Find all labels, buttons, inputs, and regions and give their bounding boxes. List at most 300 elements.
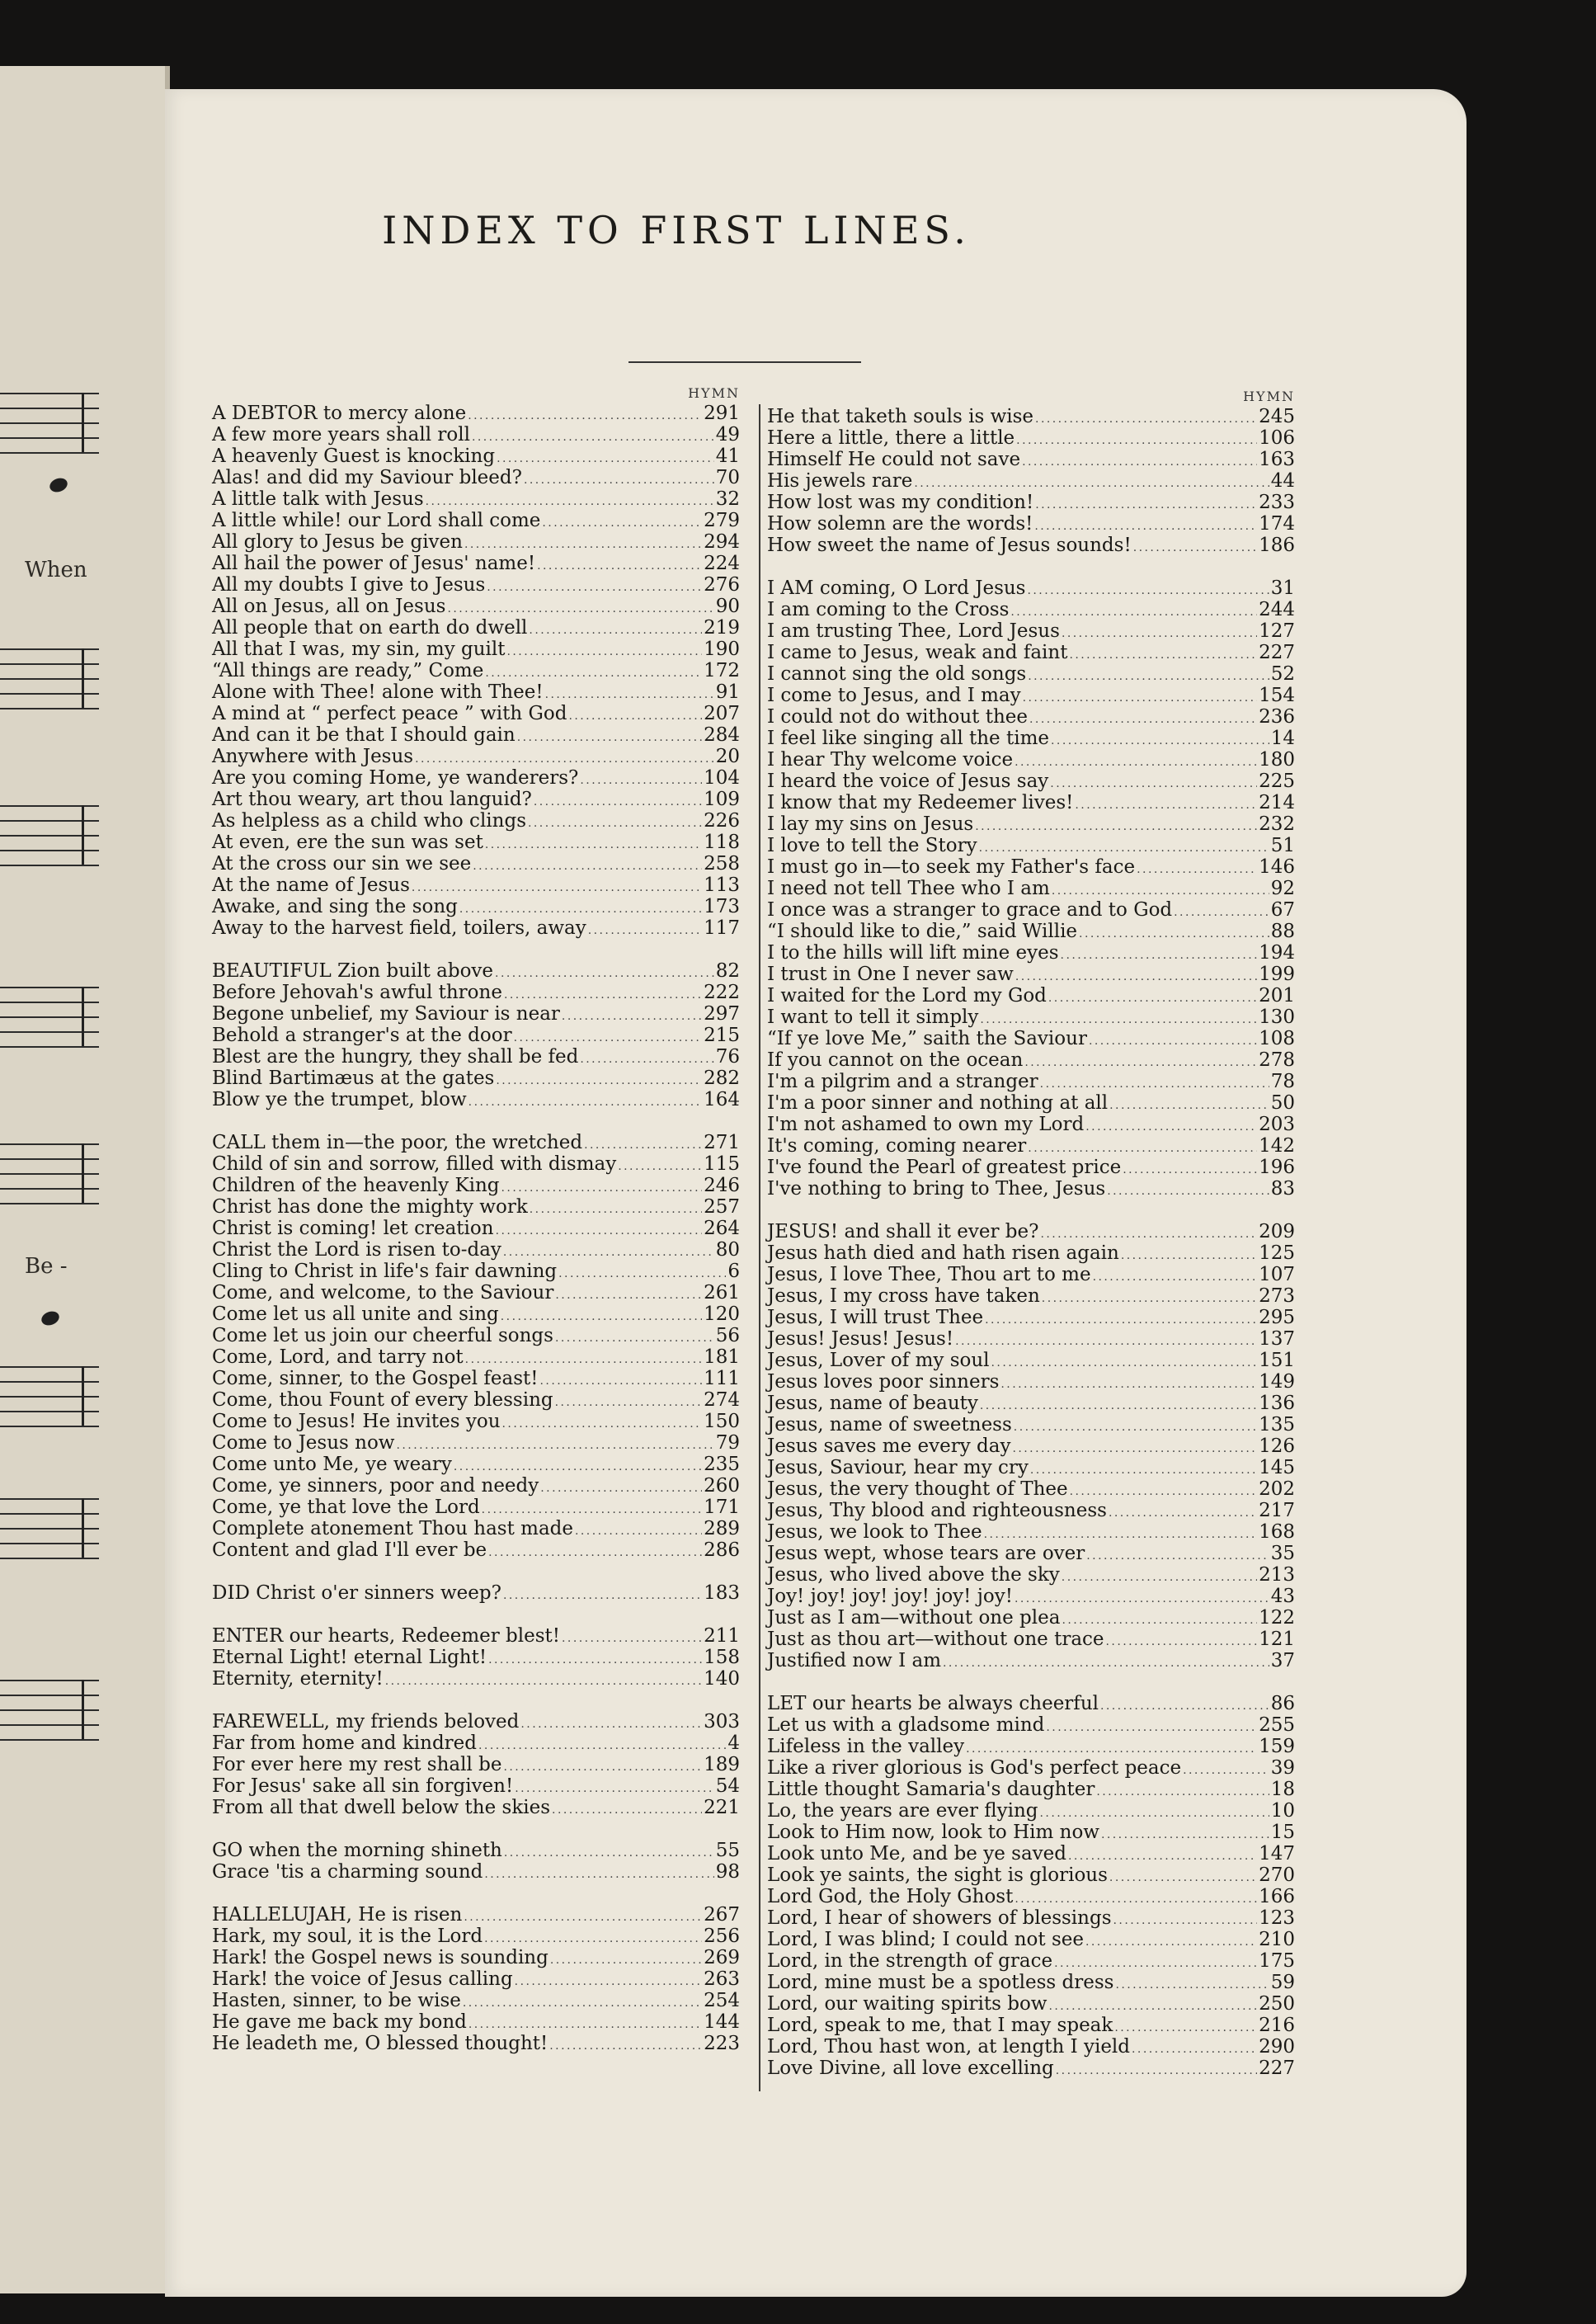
- hymn-number: 51: [1270, 835, 1295, 856]
- first-line: Lo, the years are ever flying: [767, 1800, 1038, 1822]
- lyric-text: When: [25, 558, 87, 582]
- first-line: Blest are the hungry, they shall be fed: [212, 1046, 579, 1068]
- dot-leader: [1062, 620, 1257, 644]
- hymn-number: 227: [1259, 642, 1295, 663]
- dot-leader: [1096, 1779, 1269, 1803]
- first-line: “If ye love Me,” saith the Saviour: [767, 1028, 1087, 1049]
- hymn-number: 122: [1259, 1607, 1295, 1629]
- hymn-number: 190: [704, 639, 740, 660]
- hymn-number: 226: [704, 810, 740, 832]
- first-line: Hark, my soul, it is the Lord: [212, 1926, 483, 1947]
- hymn-number: 255: [1259, 1714, 1295, 1736]
- dot-leader: [1028, 577, 1269, 601]
- index-entry: [767, 1907, 1295, 1929]
- dot-leader: [618, 1153, 702, 1177]
- index-entry: [767, 1822, 1295, 1843]
- index-entry: [212, 574, 740, 596]
- dot-leader: [568, 703, 702, 727]
- index-entry: [767, 706, 1295, 728]
- dot-leader: [985, 1307, 1257, 1331]
- hymn-number: 130: [1259, 1006, 1295, 1028]
- hymn-number: 219: [704, 617, 740, 639]
- hymn-number: 32: [715, 488, 740, 510]
- first-line: Lord, I hear of showers of blessings: [767, 1907, 1112, 1929]
- first-line: Jesus, name of sweetness: [767, 1414, 1012, 1435]
- first-line: At the cross our sin we see: [212, 853, 472, 874]
- index-entry: [767, 2036, 1295, 2058]
- dot-leader: [464, 531, 702, 555]
- hymn-number: 269: [704, 1947, 740, 1968]
- hymn-number: 82: [715, 960, 740, 982]
- index-entry: [767, 1393, 1295, 1414]
- dot-leader: [966, 1736, 1257, 1760]
- hymn-number: 140: [704, 1668, 740, 1690]
- dot-leader: [503, 1582, 702, 1606]
- hymn-number: 291: [704, 403, 740, 424]
- index-entry: [212, 917, 740, 939]
- hymn-number: 127: [1259, 620, 1295, 642]
- first-line: I lay my sins on Jesus: [767, 813, 974, 835]
- first-line: Lord, speak to me, that I may speak: [767, 2015, 1113, 2036]
- hymn-number: 54: [715, 1775, 740, 1797]
- first-line: Far from home and kindred: [212, 1732, 478, 1754]
- hymn-number: 244: [1259, 599, 1295, 620]
- dot-leader: [1115, 1972, 1269, 1996]
- dot-leader: [503, 1239, 714, 1263]
- first-line: Look to Him now, look to Him now: [767, 1822, 1099, 1843]
- first-line: Just as I am—without one plea: [767, 1607, 1061, 1629]
- dot-leader: [562, 1003, 702, 1027]
- dot-leader: [1070, 1478, 1257, 1502]
- index-entry: [212, 1389, 740, 1411]
- dot-leader: [1028, 1135, 1257, 1159]
- dot-leader: [1015, 1586, 1269, 1610]
- title-rule: [629, 361, 861, 363]
- index-entry: [767, 792, 1295, 813]
- dot-leader: [1014, 1414, 1257, 1438]
- first-line: JESUS! and shall it ever be?: [767, 1221, 1039, 1242]
- index-entry: [212, 960, 740, 982]
- first-line: Come, and welcome, to the Saviour: [212, 1282, 554, 1303]
- index-entry: [212, 1368, 740, 1389]
- dot-leader: [1061, 942, 1258, 966]
- index-entry: [212, 1003, 740, 1025]
- first-line: Alas! and did my Saviour bleed?: [212, 467, 522, 488]
- index-entry: [767, 749, 1295, 771]
- first-line: Jesus, we look to Thee: [767, 1521, 982, 1543]
- hymn-number: 245: [1259, 406, 1295, 427]
- hymn-number: 264: [704, 1218, 740, 1239]
- hymn-number: 18: [1270, 1779, 1295, 1800]
- first-line: His jewels rare: [767, 470, 913, 492]
- first-line: I'm not ashamed to own my Lord: [767, 1114, 1085, 1135]
- hymn-number: 144: [704, 2011, 740, 2033]
- first-line: Come, ye that love the Lord: [212, 1497, 480, 1518]
- first-line: Lord, in the strength of grace: [767, 1950, 1053, 1972]
- first-line: Little thought Samaria's daughter: [767, 1779, 1095, 1800]
- hymn-number: 106: [1259, 427, 1295, 449]
- hymn-number: 224: [704, 553, 740, 574]
- hymn-number: 56: [715, 1325, 740, 1346]
- index-entry: [767, 642, 1295, 663]
- hymn-number: 166: [1259, 1886, 1295, 1907]
- dot-leader: [515, 1968, 702, 1992]
- index-entry: [212, 724, 740, 746]
- dot-leader: [529, 617, 702, 641]
- first-line: Art thou weary, art thou languid?: [212, 789, 532, 810]
- first-line: Child of sin and sorrow, filled with dismay: [212, 1153, 617, 1175]
- group-spacer: [212, 1110, 740, 1132]
- first-line: I am trusting Thee, Lord Jesus: [767, 620, 1060, 642]
- hymn-number: 210: [1259, 1929, 1295, 1950]
- dot-leader: [1034, 513, 1257, 537]
- hymn-number: 137: [1259, 1328, 1295, 1350]
- dot-leader: [484, 1861, 713, 1885]
- index-entry: [767, 1435, 1295, 1457]
- dot-leader: [485, 660, 702, 684]
- hymn-number: 150: [704, 1411, 740, 1432]
- dot-leader: [464, 1904, 702, 1928]
- hymn-number: 147: [1259, 1843, 1295, 1864]
- music-staff: [0, 792, 99, 866]
- dot-leader: [385, 1668, 702, 1692]
- index-entry: [767, 964, 1295, 985]
- index-entry: [212, 1539, 740, 1561]
- index-entry: [212, 1732, 740, 1754]
- hymn-number: 236: [1259, 706, 1295, 728]
- first-line: He gave me back my bond: [212, 2011, 467, 2033]
- index-entry: [212, 1411, 740, 1432]
- index-entry: [212, 853, 740, 874]
- hymn-number: 92: [1270, 878, 1295, 899]
- index-entry: [212, 1196, 740, 1218]
- index-entry: [767, 1714, 1295, 1736]
- first-line: Before Jehovah's awful throne: [212, 982, 502, 1003]
- first-line: If you cannot on the ocean: [767, 1049, 1024, 1071]
- first-line: Look ye saints, the sight is glorious: [767, 1864, 1108, 1886]
- hymn-number: 278: [1259, 1049, 1295, 1071]
- first-line: Eternity, eternity!: [212, 1668, 384, 1690]
- first-line: He that taketh souls is wise: [767, 406, 1034, 427]
- hymn-number: 211: [704, 1625, 740, 1647]
- index-entry: [212, 1475, 740, 1497]
- hymn-number: 145: [1259, 1457, 1295, 1478]
- hymn-number: 14: [1270, 728, 1295, 749]
- dot-leader: [1040, 1800, 1269, 1824]
- hymn-number: 173: [704, 896, 740, 917]
- index-entry: [767, 1114, 1295, 1135]
- dot-leader: [465, 1346, 702, 1370]
- dot-leader: [459, 896, 702, 920]
- first-line: Come, ye sinners, poor and needy: [212, 1475, 539, 1497]
- index-entry: [212, 1625, 740, 1647]
- first-line: Jesus saves me every day: [767, 1435, 1011, 1457]
- hymn-number: 149: [1259, 1371, 1295, 1393]
- index-entry: [767, 1242, 1295, 1264]
- first-line: I trust in One I never saw: [767, 964, 1014, 985]
- first-line: I love to tell the Story: [767, 835, 977, 856]
- dot-leader: [468, 2011, 702, 2035]
- first-line: Lord, our waiting spirits bow: [767, 1993, 1048, 2015]
- index-entry: [767, 1092, 1295, 1114]
- music-staff: [0, 1485, 99, 1559]
- dot-leader: [1062, 1564, 1257, 1588]
- index-entry: [212, 1089, 740, 1110]
- first-line: Complete atonement Thou hast made: [212, 1518, 573, 1539]
- first-line: “I should like to die,” said Willie: [767, 921, 1078, 942]
- hymn-number: 273: [1259, 1285, 1295, 1307]
- dot-leader: [542, 510, 702, 534]
- dot-leader: [1029, 706, 1257, 730]
- hymn-number: 227: [1259, 2058, 1295, 2079]
- hymn-number: 233: [1259, 492, 1295, 513]
- dot-leader: [955, 1328, 1257, 1352]
- index-entry: [212, 767, 740, 789]
- dot-leader: [914, 470, 1269, 494]
- dot-leader: [1015, 964, 1257, 988]
- dot-leader: [980, 1006, 1257, 1030]
- first-line: Jesus, I love Thee, Thou art to me: [767, 1264, 1091, 1285]
- dot-leader: [501, 1175, 703, 1199]
- index-entry: [767, 1864, 1295, 1886]
- first-line: Come to Jesus! He invites you: [212, 1411, 501, 1432]
- dot-leader: [1101, 1822, 1269, 1846]
- index-entry: [767, 470, 1295, 492]
- index-entry: [767, 835, 1295, 856]
- index-entry: [212, 1025, 740, 1046]
- dot-leader: [555, 1325, 714, 1349]
- dot-leader: [496, 1068, 702, 1091]
- dot-leader: [1012, 1435, 1257, 1459]
- index-entry: [212, 1261, 740, 1282]
- index-entry: [212, 1175, 740, 1196]
- hymn-number: 52: [1270, 663, 1295, 685]
- index-entry: [212, 1346, 740, 1368]
- hymn-number: 199: [1259, 964, 1295, 985]
- dot-leader: [1174, 899, 1269, 923]
- dot-leader: [1023, 685, 1257, 709]
- index-entry: [767, 1307, 1295, 1328]
- first-line: I to the hills will lift mine eyes: [767, 942, 1059, 964]
- index-entry: [212, 1432, 740, 1454]
- index-entry: [767, 1607, 1295, 1629]
- dot-leader: [980, 1393, 1257, 1417]
- index-entry: [767, 577, 1295, 599]
- dot-leader: [580, 767, 702, 791]
- first-line: I want to tell it simply: [767, 1006, 979, 1028]
- hymn-number: 203: [1259, 1114, 1295, 1135]
- dot-leader: [580, 1046, 713, 1070]
- hymn-number: 37: [1270, 1650, 1295, 1671]
- index-entry: [212, 703, 740, 724]
- dot-leader: [555, 1389, 702, 1413]
- first-line: FAREWELL, my friends beloved: [212, 1711, 520, 1732]
- dot-leader: [1132, 2036, 1257, 2060]
- index-entry: [212, 1282, 740, 1303]
- hymn-number: 142: [1259, 1135, 1295, 1157]
- index-entry: [767, 1779, 1295, 1800]
- dot-leader: [1054, 1950, 1257, 1974]
- dot-leader: [1052, 878, 1269, 902]
- index-entry: [767, 878, 1295, 899]
- first-line: Hark! the Gospel news is sounding: [212, 1947, 548, 1968]
- dot-leader: [517, 724, 702, 748]
- index-entry: [767, 1693, 1295, 1714]
- dot-leader: [507, 639, 703, 662]
- dot-leader: [555, 1282, 702, 1306]
- hymn-column-header: HYMN: [688, 385, 740, 401]
- dot-leader: [1050, 771, 1257, 794]
- index-entry: [767, 449, 1295, 470]
- first-line: Awake, and sing the song: [212, 896, 458, 917]
- index-entry: [767, 1178, 1295, 1200]
- dot-leader: [588, 917, 702, 941]
- dot-leader: [1022, 449, 1257, 473]
- hymn-number: 125: [1259, 1242, 1295, 1264]
- facing-music-page: [0, 66, 170, 2293]
- index-entry: [767, 856, 1295, 878]
- index-entry: [767, 1071, 1295, 1092]
- hymn-number: 257: [704, 1196, 740, 1218]
- music-staff: [0, 1666, 99, 1741]
- dot-leader: [502, 1411, 703, 1435]
- dot-leader: [1016, 427, 1257, 451]
- dot-leader: [1048, 985, 1257, 1009]
- hymn-number: 261: [704, 1282, 740, 1303]
- hymn-number: 108: [1259, 1028, 1295, 1049]
- dot-leader: [412, 874, 702, 898]
- dot-leader: [537, 553, 702, 577]
- hymn-number: 136: [1259, 1393, 1295, 1414]
- first-line: Jesus, Saviour, hear my cry: [767, 1457, 1029, 1478]
- first-line: Jesus, Lover of my soul: [767, 1350, 990, 1371]
- index-entry: [767, 899, 1295, 921]
- first-line: He leadeth me, O blessed thought!: [212, 2033, 548, 2054]
- hymn-number: 146: [1259, 856, 1295, 878]
- first-line: How solemn are the words!: [767, 513, 1033, 535]
- hymn-number: 44: [1270, 470, 1295, 492]
- hymn-number: 91: [715, 681, 740, 703]
- dot-leader: [1024, 1049, 1257, 1073]
- dot-leader: [1040, 1071, 1269, 1095]
- index-entry: [767, 1757, 1295, 1779]
- dot-leader: [447, 596, 713, 620]
- first-line: ENTER our hearts, Redeemer blest!: [212, 1625, 561, 1647]
- first-line: All on Jesus, all on Jesus: [212, 596, 446, 617]
- hymn-number: 31: [1270, 577, 1295, 599]
- index-entry: [767, 942, 1295, 964]
- group-spacer: [767, 556, 1295, 577]
- first-line: Like a river glorious is God's perfect peace: [767, 1757, 1182, 1779]
- first-line: Come, thou Fount of every blessing: [212, 1389, 553, 1411]
- index-entry: [212, 660, 740, 681]
- first-line: I AM coming, O Lord Jesus: [767, 577, 1026, 599]
- first-line: GO when the morning shineth: [212, 1840, 502, 1861]
- hymn-number: 295: [1259, 1307, 1295, 1328]
- first-line: I must go in—to seek my Father's face: [767, 856, 1136, 878]
- dot-leader: [1015, 1886, 1257, 1910]
- hymn-number: 41: [715, 445, 740, 467]
- first-line: Here a little, there a little: [767, 427, 1015, 449]
- first-line: All that I was, my sin, my guilt: [212, 639, 506, 660]
- music-staff: [0, 379, 99, 454]
- dot-leader: [515, 1775, 713, 1799]
- hymn-number: 286: [704, 1539, 740, 1561]
- dot-leader: [1068, 1843, 1257, 1867]
- index-entry: [767, 1586, 1295, 1607]
- index-entry: [767, 1457, 1295, 1478]
- dot-leader: [552, 1797, 702, 1821]
- dot-leader: [584, 1132, 702, 1156]
- first-line: Lord, mine must be a spotless dress: [767, 1972, 1114, 1993]
- index-entry: [212, 1153, 740, 1175]
- first-line: All people that on earth do dwell: [212, 617, 528, 639]
- index-entry: [767, 1285, 1295, 1307]
- hymn-number: 260: [704, 1475, 740, 1497]
- first-line: Look unto Me, and be ye saved: [767, 1843, 1066, 1864]
- left-index-column: [212, 384, 740, 2054]
- hymn-number: 222: [704, 982, 740, 1003]
- hymn-number: 4: [727, 1732, 740, 1754]
- hymn-number: 113: [704, 874, 740, 896]
- hymn-number: 168: [1259, 1521, 1295, 1543]
- first-line: Jesus, who lived above the sky: [767, 1564, 1060, 1586]
- index-entry: [767, 1843, 1295, 1864]
- index-entry: [212, 1904, 740, 1926]
- hymn-number: 151: [1259, 1350, 1295, 1371]
- index-entry: [767, 1371, 1295, 1393]
- hymn-number: 196: [1259, 1157, 1295, 1178]
- index-entry: [767, 663, 1295, 685]
- hymn-number: 221: [704, 1797, 740, 1818]
- hymn-number: 303: [704, 1711, 740, 1732]
- dot-leader: [1056, 2058, 1257, 2081]
- hymn-number: 121: [1259, 1629, 1295, 1650]
- index-entry: [767, 406, 1295, 427]
- hymn-number: 86: [1270, 1693, 1295, 1714]
- hymn-number: 10: [1270, 1800, 1295, 1822]
- first-line: Jesus, I will trust Thee: [767, 1307, 984, 1328]
- hymn-number: 284: [704, 724, 740, 746]
- dot-leader: [503, 1754, 702, 1778]
- index-entry: [212, 681, 740, 703]
- first-line: Jesus loves poor sinners: [767, 1371, 1000, 1393]
- dot-leader: [550, 1947, 702, 1971]
- hymn-number: 50: [1270, 1092, 1295, 1114]
- first-line: Justified now I am: [767, 1650, 941, 1671]
- first-line: Begone unbelief, my Saviour is near: [212, 1003, 560, 1025]
- dot-leader: [562, 1625, 702, 1649]
- hymn-number: 207: [704, 703, 740, 724]
- first-line: At the name of Jesus: [212, 874, 410, 896]
- hymn-number: 254: [704, 1990, 740, 2011]
- index-entry: [767, 1328, 1295, 1350]
- hymn-number: 258: [704, 853, 740, 874]
- index-entry: [212, 467, 740, 488]
- dot-leader: [1109, 1864, 1257, 1888]
- first-line: Himself He could not save: [767, 449, 1021, 470]
- hymn-number: 126: [1259, 1435, 1295, 1457]
- first-line: Are you coming Home, ye wanderers?: [212, 767, 579, 789]
- dot-leader: [1114, 2015, 1257, 2039]
- group-spacer: [767, 1671, 1295, 1693]
- hymn-number: 223: [704, 2033, 740, 2054]
- first-line: CALL them in—the poor, the wretched: [212, 1132, 583, 1153]
- hymn-number: 183: [704, 1582, 740, 1604]
- right-index-column: [767, 388, 1295, 2079]
- dot-leader: [549, 2033, 702, 2057]
- first-line: I hear Thy welcome voice: [767, 749, 1014, 771]
